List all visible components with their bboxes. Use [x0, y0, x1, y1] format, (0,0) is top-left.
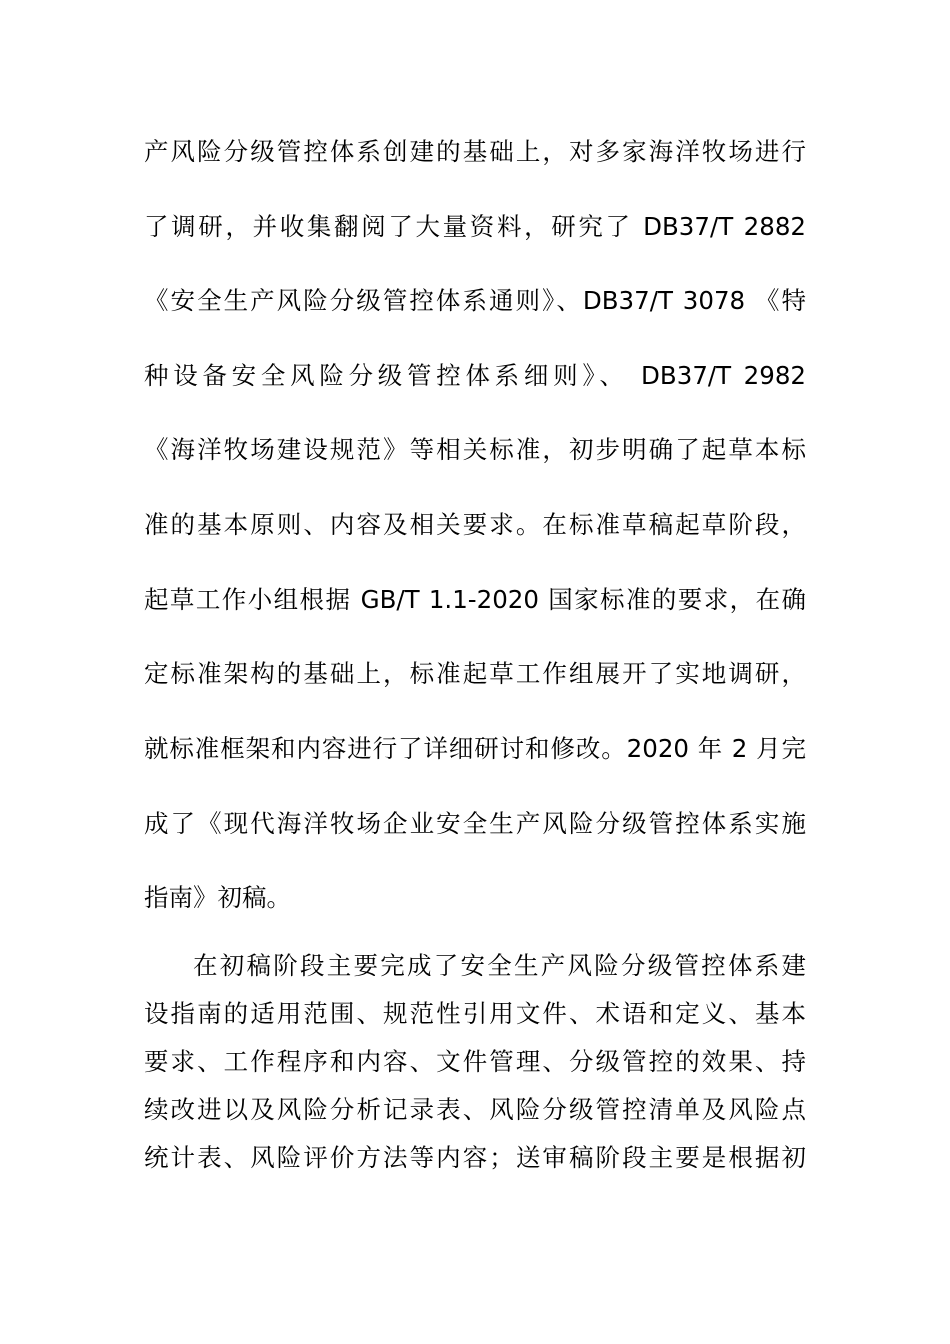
text-line: 产风险分级管控体系创建的基础上，对多家海洋牧场进行 — [144, 137, 806, 166]
text-line: 定标准架构的基础上，标准起草工作组展开了实地调研， — [144, 659, 806, 688]
text-line: 指南》初稿。 — [144, 883, 291, 912]
text-line: 了调研，并收集翻阅了大量资料，研究了 DB37/T 2882 — [144, 212, 806, 241]
text-line: 起草工作小组根据 GB/T 1.1-2020 国家标准的要求，在确 — [144, 585, 806, 614]
text-line: 就标准框架和内容进行了详细研讨和修改。2020 年 2 月完 — [144, 734, 806, 763]
text-line: 《安全生产风险分级管控体系通则》、DB37/T 3078 《特 — [144, 286, 806, 315]
text-line: 统计表、风险评价方法等内容；送审稿阶段主要是根据初 — [144, 1143, 806, 1172]
text-line: 续改进以及风险分析记录表、风险分级管控清单及风险点 — [144, 1095, 806, 1124]
text-line: 准的基本原则、内容及相关要求。在标准草稿起草阶段， — [144, 510, 806, 539]
text-line: 种设备安全风险分级管控体系细则》、 DB37/T 2982 — [144, 361, 806, 390]
text-line: 成了《现代海洋牧场企业安全生产风险分级管控体系实施 — [144, 809, 806, 838]
text-line: 要求、工作程序和内容、文件管理、分级管控的效果、持 — [144, 1047, 806, 1076]
text-line: 《海洋牧场建设规范》等相关标准，初步明确了起草本标 — [144, 435, 806, 464]
text-line: 设指南的适用范围、规范性引用文件、术语和定义、基本 — [144, 999, 806, 1028]
text-line: 在初稿阶段主要完成了安全生产风险分级管控体系建 — [193, 951, 806, 980]
